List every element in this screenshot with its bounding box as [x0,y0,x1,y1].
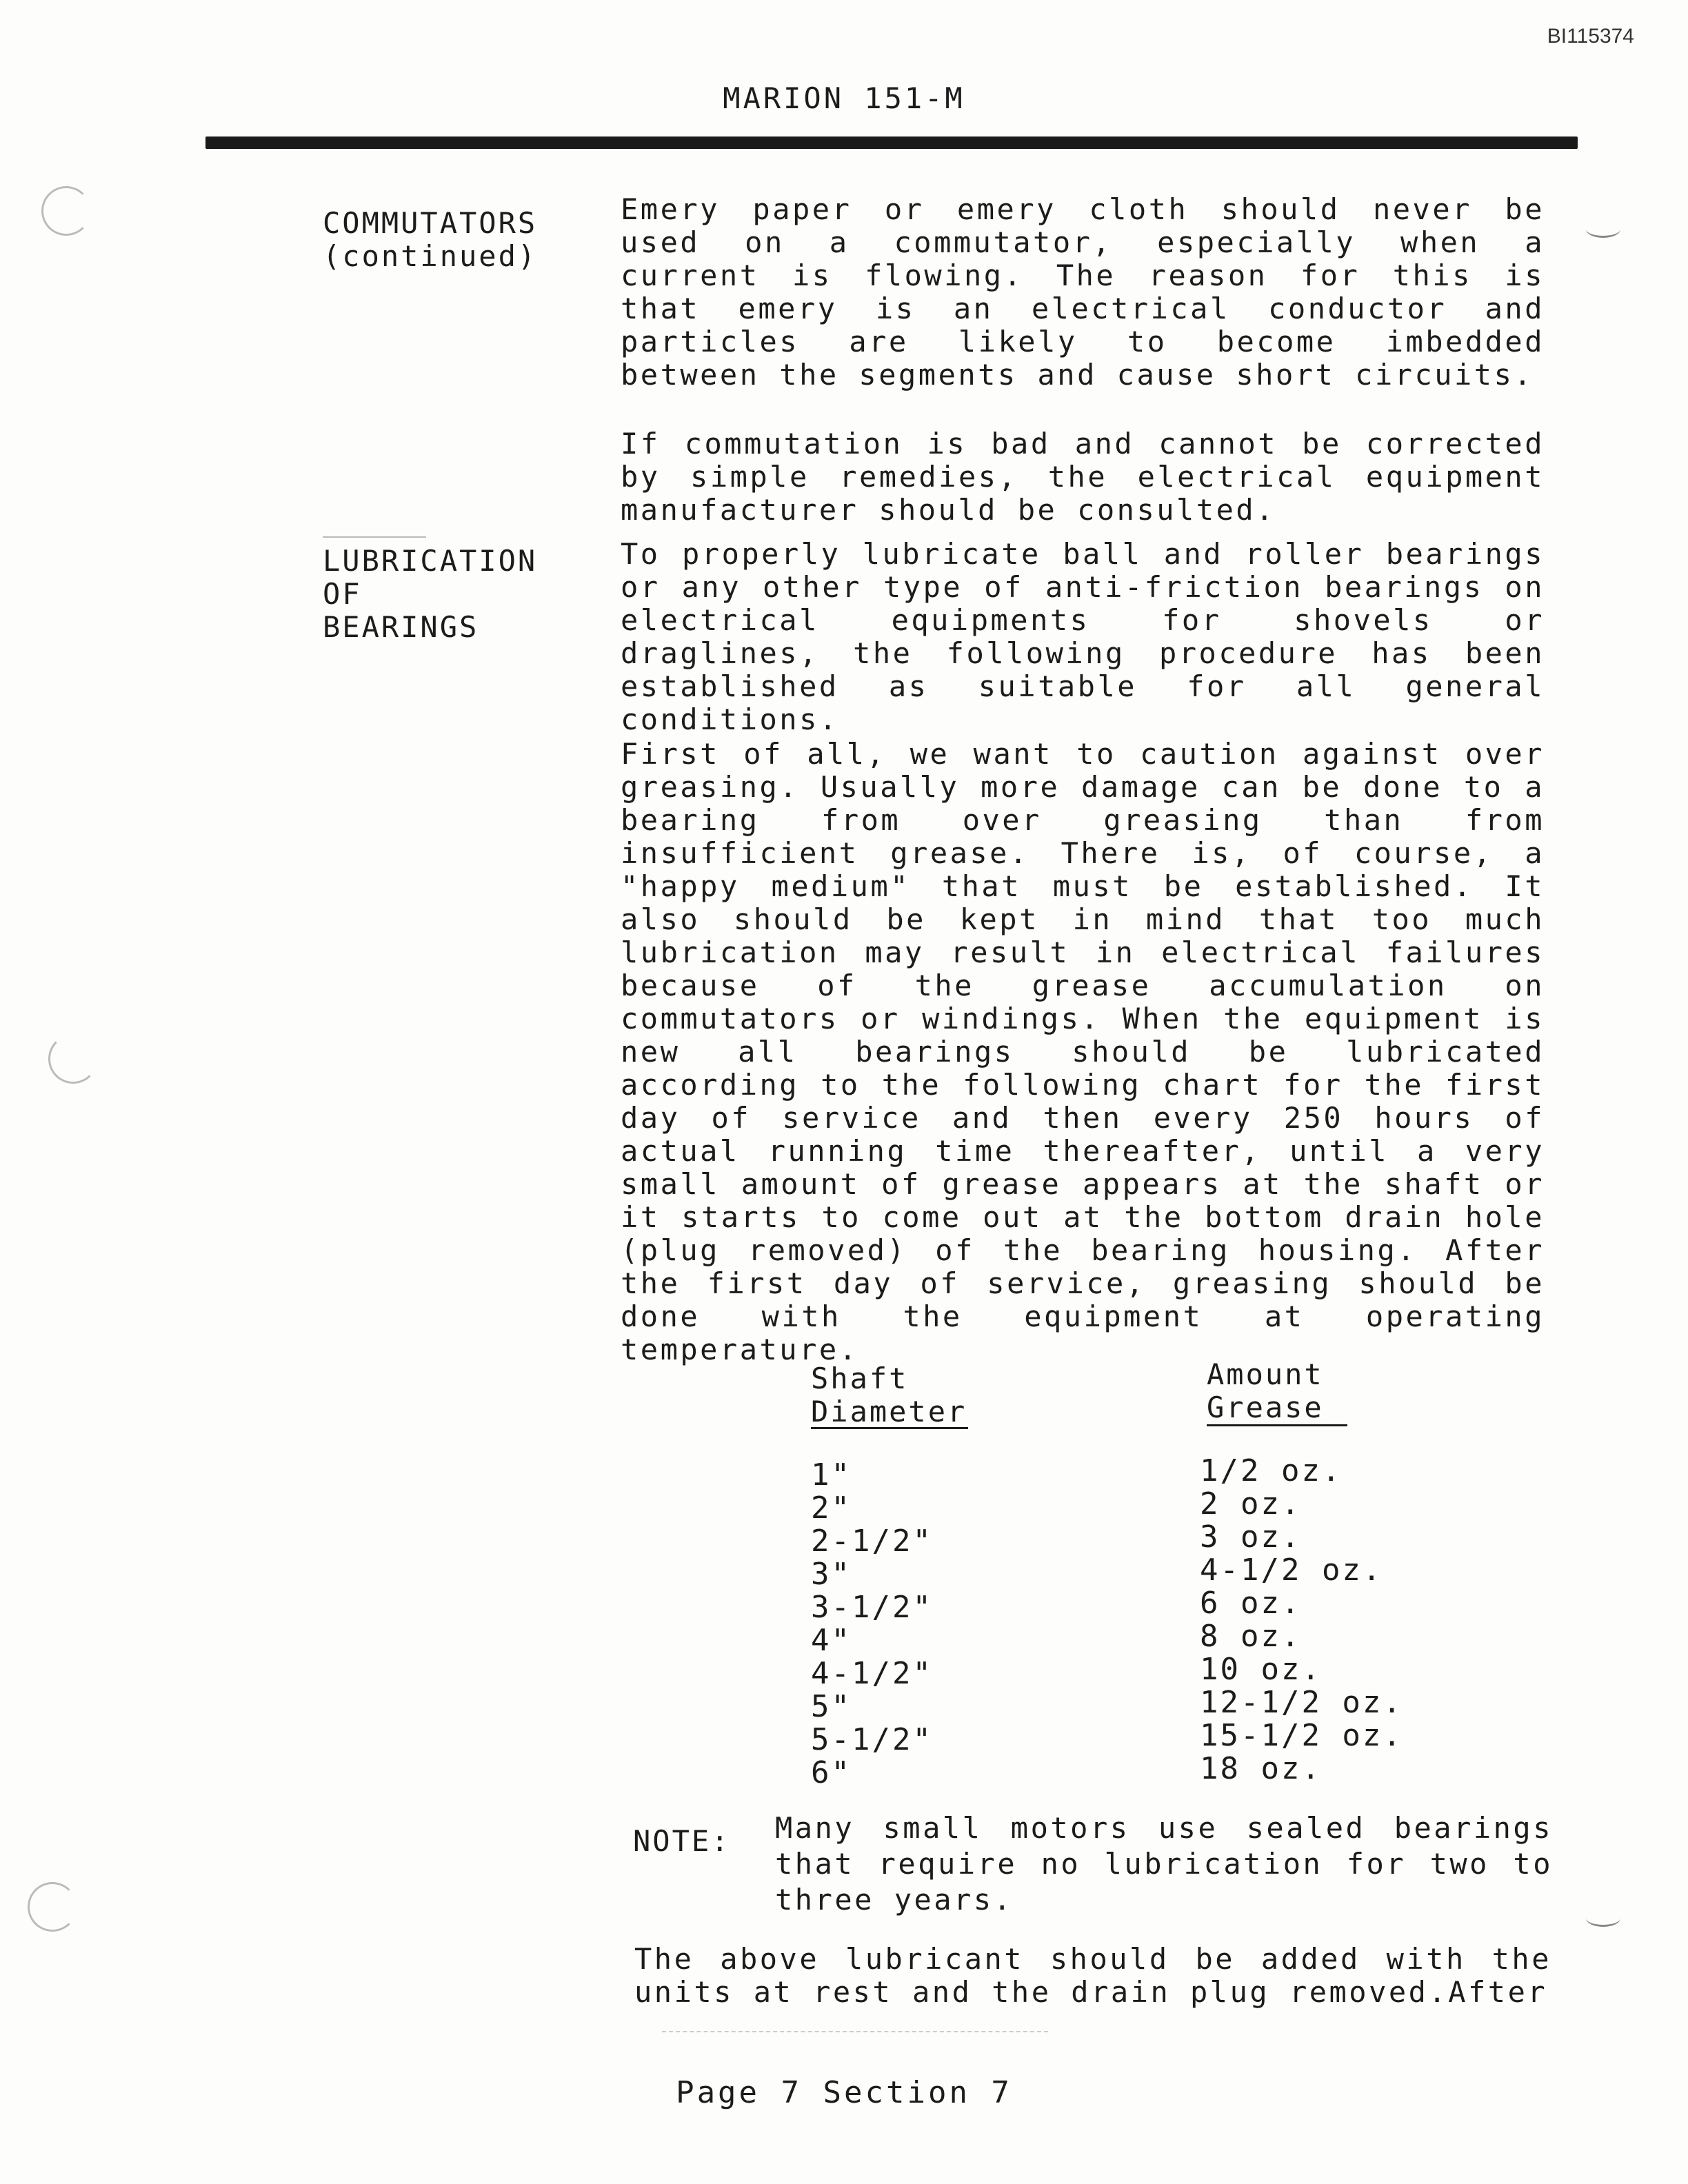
shaft-diameter-cell: 4-1/2" [811,1656,933,1691]
grease-amount-cell: 3 oz. [1200,1519,1302,1555]
scan-mark [1586,1910,1620,1927]
binder-hole-mark [41,186,91,236]
shaft-diameter-cell: 3" [811,1557,852,1592]
section-heading-lubrication: LUBRICATION OF BEARINGS [323,544,538,644]
shaft-diameter-cell: 6" [811,1755,852,1790]
grease-amount-cell: 10 oz. [1200,1652,1322,1687]
page-footer: Page 7 Section 7 [676,2075,1012,2110]
table-header-shaft-diameter [811,1362,967,1428]
paragraph-emery-warning: Emery paper or emery cloth should never be used on a commutator, especially when a current is flowing. The reason for this is that emery is an electrical conductor and particles are likely to become imbedded between the segments and cause short circuits. [621,192,1545,392]
table-header-amount-grease [1207,1358,1324,1424]
table-body [811,1459,933,1790]
grease-amount-cell: 4-1/2 oz. [1200,1553,1383,1588]
grease-amount-cell: 18 oz. [1200,1751,1322,1786]
section-heading-commutators: COMMUTATORS (continued) [323,206,538,273]
shaft-diameter-cell: 4" [811,1623,852,1658]
shaft-diameter-cell: 3-1/2" [811,1590,933,1625]
grease-amount-cell: 15-1/2 oz. [1200,1718,1403,1753]
shaft-diameter-cell: 2-1/2" [811,1524,933,1559]
note-text: Many small motors use sealed bearings that require no lubrication for two to three years. [775,1811,1553,1917]
document-id: BI115374 [1547,25,1634,48]
grease-amount-cell: 2 oz. [1200,1486,1302,1521]
header-underline [811,1427,968,1429]
paragraph-over-greasing: First of all, we want to caution against over greasing. Usually more damage can be done to a bearing from over greasing than from insufficient grease. There is, of course, a "happy medium" that must be established. It also should be kept in mind that too much lubrication may result in electrical failures because of the grease accumulation on commutators or windings. When the equipment is new all bearings should be lubricated according to the following chart for the first day of service and then every 250 hours of actual running time thereafter, until a very small amount of grease appears at the shaft or it starts to come out at the bottom drain hole (plug removed) of the bearing housing. After the first day of service, greasing should be done with the equipment at operating temperature. [621,737,1545,1366]
page-title: MARION 151-M [723,81,965,115]
shaft-diameter-cell: 1" [811,1457,852,1493]
table-body-amount [1200,1455,1403,1786]
grease-amount-cell: 1/2 oz. [1200,1453,1343,1488]
shaft-diameter-cell: 5" [811,1689,852,1724]
header-underline [1207,1424,1347,1426]
paragraph-commutation: If commutation is bad and cannot be corrected by simple remedies, the electrical equipment manufacturer should be consulted. [621,427,1545,527]
scan-mark [1586,221,1620,238]
shaft-diameter-cell: 2" [811,1490,852,1526]
header-line: Shaft Diameter [811,1362,967,1428]
shaft-diameter-cell: 5-1/2" [811,1722,933,1757]
faint-rule [662,2031,1048,2032]
grease-amount-cell: 12-1/2 oz. [1200,1685,1403,1720]
binder-hole-mark [28,1882,77,1932]
header-line: Amount Grease [1207,1357,1324,1424]
paragraph-lubrication-procedure: To properly lubricate ball and roller bearings or any other type of anti-friction bearings on electrical equipments for shovels or draglines, the following procedure has been established as suitable for all general conditions. [621,537,1545,736]
paragraph-lubricant-application: The above lubricant should be added with the units at rest and the drain plug removed.After [634,1942,1551,2009]
section-divider [323,536,426,538]
grease-amount-cell: 6 oz. [1200,1586,1302,1621]
note-label: NOTE: [633,1824,731,1858]
binder-hole-mark [48,1034,98,1084]
grease-amount-cell: 8 oz. [1200,1619,1302,1654]
header-rule [205,136,1578,149]
